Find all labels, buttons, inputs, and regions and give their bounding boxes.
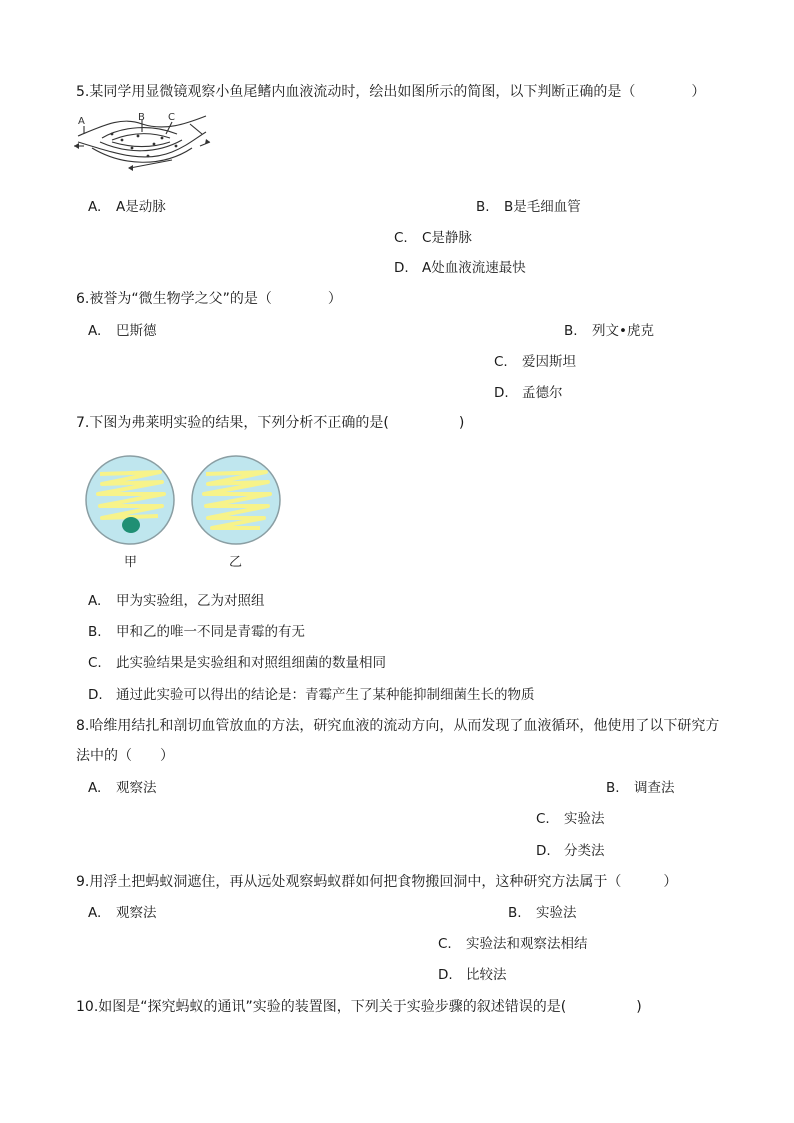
q5-option-a[interactable]: A. A是动脉 (88, 199, 166, 215)
q9-stem: 9.用浮土把蚂蚁洞遮住，再从远处观察蚂蚁群如何把食物搬回洞中，这种研究方法属于（ ） (76, 874, 678, 890)
q8-option-d[interactable]: D. 分类法 (536, 843, 605, 859)
q5-option-c[interactable]: C. C是静脉 (394, 230, 472, 246)
q7-option-d[interactable]: D. 通过此实验可以得出的结论是：青霉产生了某种能抑制细菌生长的物质 (88, 687, 535, 703)
fig-label-a: A (78, 116, 85, 127)
q8-option-c[interactable]: C. 实验法 (536, 811, 605, 827)
q6-stem: 6.被誉为“微生物学之父”的是（ ） (76, 291, 342, 307)
q9-option-a[interactable]: A. 观察法 (88, 905, 157, 921)
fig-label-c: C (168, 112, 175, 123)
q9-option-b[interactable]: B. 实验法 (508, 905, 577, 921)
fig-label-b: B (138, 112, 145, 123)
q5-option-d[interactable]: D. A处血液流速最快 (394, 260, 526, 276)
q7-option-c[interactable]: C. 此实验结果是实验组和对照组细菌的数量相同 (88, 655, 386, 671)
q8-stem-line2: 法中的（ ） (76, 748, 174, 764)
q6-option-b[interactable]: B. 列文•虎克 (564, 323, 654, 339)
fish-tail-blood-vessel-figure (72, 112, 212, 174)
petri-dish-yi (192, 456, 280, 544)
q6-option-a[interactable]: A. 巴斯德 (88, 323, 157, 339)
q7-option-b[interactable]: B. 甲和乙的唯一不同是青霉的有无 (88, 624, 305, 640)
q9-option-d[interactable]: D. 比较法 (438, 967, 507, 983)
q8-stem-line1: 8.哈维用结扎和剖切血管放血的方法，研究血液的流动方向，从而发现了血液循环，他使用了以下研究方 (76, 718, 720, 734)
q8-option-a[interactable]: A. 观察法 (88, 780, 157, 796)
fleming-experiment-figure (84, 452, 294, 577)
q5-stem: 5.某同学用显微镜观察小鱼尾鳍内血液流动时，绘出如图所示的简图，以下判断正确的是（ ） (76, 84, 706, 100)
dish-label-yi: 乙 (229, 555, 243, 570)
q6-option-d[interactable]: D. 孟德尔 (494, 385, 563, 401)
q9-option-c[interactable]: C. 实验法和观察法相结 (438, 936, 588, 952)
q10-stem: 10.如图是“探究蚂蚁的通讯”实验的装置图，下列关于实验步骤的叙述错误的是( ) (76, 999, 642, 1015)
q6-option-c[interactable]: C. 爱因斯坦 (494, 354, 576, 370)
q5-option-b[interactable]: B. B是毛细血管 (476, 199, 581, 215)
penicillium-colony (122, 517, 140, 533)
dish-label-jia: 甲 (124, 555, 138, 570)
q7-option-a[interactable]: A. 甲为实验组，乙为对照组 (88, 593, 265, 609)
petri-dish-jia (86, 456, 174, 544)
q7-stem: 7.下图为弗莱明实验的结果，下列分析不正确的是( ) (76, 415, 465, 431)
q8-option-b[interactable]: B. 调查法 (606, 780, 675, 796)
